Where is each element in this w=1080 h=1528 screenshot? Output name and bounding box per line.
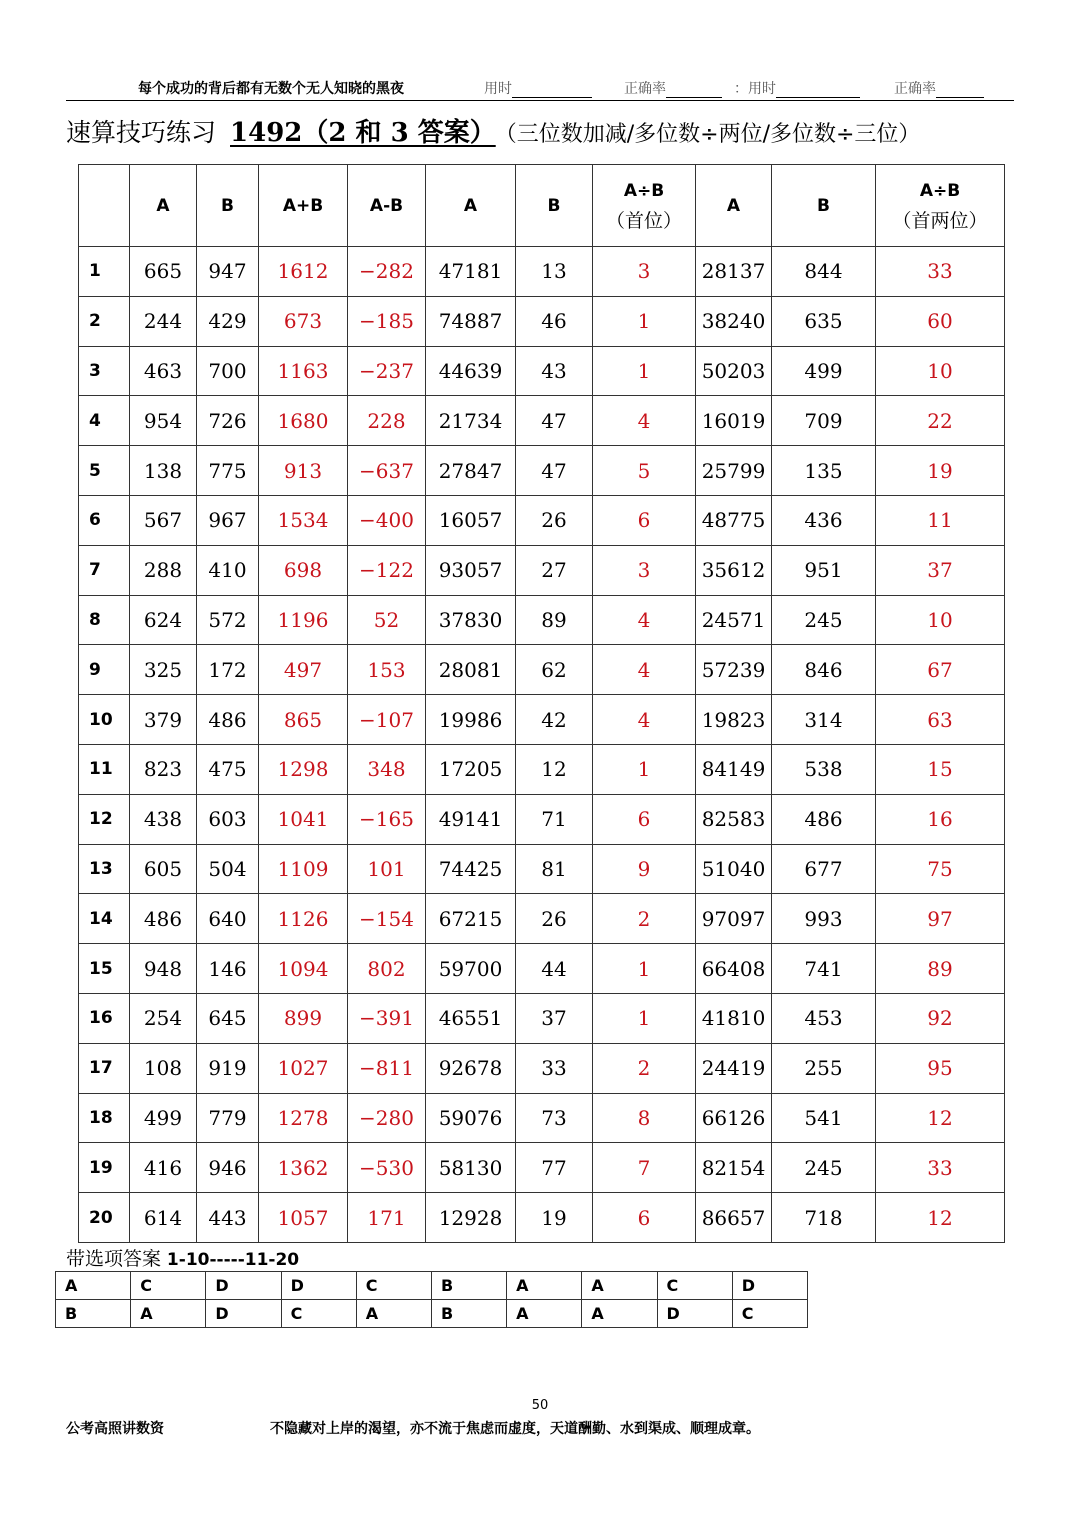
value-cell: 463 <box>130 346 197 396</box>
answer-cell: 2 <box>593 1043 696 1093</box>
value-cell: 779 <box>197 1093 259 1143</box>
answer-cell: 1 <box>593 993 696 1043</box>
value-cell: 665 <box>130 247 197 297</box>
value-cell: 436 <box>772 495 876 545</box>
options-row <box>56 1300 808 1328</box>
option-cell: D <box>206 1300 281 1328</box>
accuracy-label-1: 正确率 <box>624 78 722 98</box>
value-cell: 416 <box>130 1143 197 1193</box>
answer-cell: 67 <box>876 645 1005 695</box>
answer-cell: 6 <box>593 794 696 844</box>
option-cell: C <box>732 1300 807 1328</box>
value-cell: 486 <box>772 794 876 844</box>
value-cell: 244 <box>130 296 197 346</box>
answer-cell: 5 <box>593 446 696 496</box>
row-index: 8 <box>79 595 130 645</box>
page-title <box>66 112 1056 152</box>
answer-cell: −530 <box>348 1143 426 1193</box>
value-cell: 135 <box>772 446 876 496</box>
value-cell: 138 <box>130 446 197 496</box>
option-cell: D <box>657 1300 732 1328</box>
footer-left: 公考高照讲数资 <box>66 1421 164 1437</box>
value-cell: 42 <box>516 695 593 745</box>
value-cell: 13 <box>516 247 593 297</box>
answer-cell: 12 <box>876 1193 1005 1243</box>
answer-cell: 15 <box>876 744 1005 794</box>
answer-cell: −391 <box>348 993 426 1043</box>
value-cell: 677 <box>772 844 876 894</box>
answer-cell: −154 <box>348 894 426 944</box>
value-cell: 645 <box>197 993 259 1043</box>
answer-cell: 10 <box>876 346 1005 396</box>
page-number: 50 <box>531 1398 549 1413</box>
row-index: 6 <box>79 495 130 545</box>
option-cell: A <box>582 1272 657 1300</box>
answer-cell: 10 <box>876 595 1005 645</box>
value-cell: 46 <box>516 296 593 346</box>
value-cell: 16057 <box>426 495 516 545</box>
row-index: 20 <box>79 1193 130 1243</box>
option-cell: A <box>56 1272 131 1300</box>
value-cell: 67215 <box>426 894 516 944</box>
value-cell: 709 <box>772 396 876 446</box>
value-cell: 255 <box>772 1043 876 1093</box>
answer-cell: 4 <box>593 396 696 446</box>
value-cell: 946 <box>197 1143 259 1193</box>
value-cell: 775 <box>197 446 259 496</box>
header-b2: B <box>516 165 593 247</box>
value-cell: 438 <box>130 794 197 844</box>
answer-cell: 3 <box>593 545 696 595</box>
answer-cell: 1534 <box>259 495 348 545</box>
value-cell: 74425 <box>426 844 516 894</box>
answer-cell: −811 <box>348 1043 426 1093</box>
value-cell: 89 <box>516 595 593 645</box>
answer-cell: 497 <box>259 645 348 695</box>
row-index: 13 <box>79 844 130 894</box>
value-cell: 66408 <box>696 944 772 994</box>
value-cell: 453 <box>772 993 876 1043</box>
page-header <box>66 76 1014 101</box>
option-cell: D <box>206 1272 281 1300</box>
value-cell: 16019 <box>696 396 772 446</box>
value-cell: 325 <box>130 645 197 695</box>
value-cell: 538 <box>772 744 876 794</box>
answer-cell: −165 <box>348 794 426 844</box>
answer-cell: 1041 <box>259 794 348 844</box>
value-cell: 410 <box>197 545 259 595</box>
option-cell: C <box>281 1300 356 1328</box>
value-cell: 314 <box>772 695 876 745</box>
value-cell: 947 <box>197 247 259 297</box>
header-b3: B <box>772 165 876 247</box>
table-row <box>79 396 1005 446</box>
answer-cell: 1 <box>593 744 696 794</box>
row-index: 14 <box>79 894 130 944</box>
answer-cell: −282 <box>348 247 426 297</box>
value-cell: 172 <box>197 645 259 695</box>
value-cell: 700 <box>197 346 259 396</box>
title-main: 速算技巧练习 <box>66 118 217 147</box>
value-cell: 486 <box>130 894 197 944</box>
option-cell: C <box>131 1272 206 1300</box>
value-cell: 82583 <box>696 794 772 844</box>
table-row <box>79 446 1005 496</box>
option-cell: C <box>356 1272 431 1300</box>
value-cell: 74887 <box>426 296 516 346</box>
table-row <box>79 1043 1005 1093</box>
answer-cell: 75 <box>876 844 1005 894</box>
row-index: 1 <box>79 247 130 297</box>
answer-cell: 1094 <box>259 944 348 994</box>
row-index: 7 <box>79 545 130 595</box>
table-row <box>79 944 1005 994</box>
value-cell: 379 <box>130 695 197 745</box>
table-row <box>79 695 1005 745</box>
row-index: 2 <box>79 296 130 346</box>
answer-cell: −122 <box>348 545 426 595</box>
answer-cell: 11 <box>876 495 1005 545</box>
value-cell: 28137 <box>696 247 772 297</box>
answer-cell: 1680 <box>259 396 348 446</box>
value-cell: 33 <box>516 1043 593 1093</box>
value-cell: 108 <box>130 1043 197 1093</box>
value-cell: 62 <box>516 645 593 695</box>
answer-cell: −107 <box>348 695 426 745</box>
answer-cell: 802 <box>348 944 426 994</box>
answer-cell: 1196 <box>259 595 348 645</box>
header-a3: A <box>696 165 772 247</box>
value-cell: 967 <box>197 495 259 545</box>
row-index: 5 <box>79 446 130 496</box>
answer-cell: 1126 <box>259 894 348 944</box>
value-cell: 93057 <box>426 545 516 595</box>
value-cell: 948 <box>130 944 197 994</box>
answer-cell: 1057 <box>259 1193 348 1243</box>
answer-cell: 7 <box>593 1143 696 1193</box>
value-cell: 25799 <box>696 446 772 496</box>
value-cell: 635 <box>772 296 876 346</box>
value-cell: 499 <box>772 346 876 396</box>
table-row <box>79 595 1005 645</box>
answer-cell: 92 <box>876 993 1005 1043</box>
table-row <box>79 894 1005 944</box>
accuracy-label-2: 正确率 <box>894 78 984 98</box>
value-cell: 19 <box>516 1193 593 1243</box>
answer-cell: 865 <box>259 695 348 745</box>
value-cell: 605 <box>130 844 197 894</box>
option-cell: A <box>582 1300 657 1328</box>
row-index: 11 <box>79 744 130 794</box>
answer-cell: 89 <box>876 944 1005 994</box>
value-cell: 46551 <box>426 993 516 1043</box>
value-cell: 12 <box>516 744 593 794</box>
value-cell: 486 <box>197 695 259 745</box>
option-cell: D <box>281 1272 356 1300</box>
row-index: 4 <box>79 396 130 446</box>
options-row <box>56 1272 808 1300</box>
value-cell: 499 <box>130 1093 197 1143</box>
answer-cell: 899 <box>259 993 348 1043</box>
answer-cell: 913 <box>259 446 348 496</box>
answer-cell: 228 <box>348 396 426 446</box>
value-cell: 49141 <box>426 794 516 844</box>
answer-cell: 37 <box>876 545 1005 595</box>
answer-cell: 1 <box>593 296 696 346</box>
value-cell: 37830 <box>426 595 516 645</box>
options-body <box>56 1272 808 1328</box>
answer-cell: 4 <box>593 595 696 645</box>
value-cell: 47 <box>516 446 593 496</box>
value-cell: 718 <box>772 1193 876 1243</box>
value-cell: 51040 <box>696 844 772 894</box>
value-cell: 614 <box>130 1193 197 1243</box>
value-cell: 254 <box>130 993 197 1043</box>
answer-cell: 1298 <box>259 744 348 794</box>
value-cell: 846 <box>772 645 876 695</box>
time-label-2: ：用时 <box>734 78 860 98</box>
answer-cell: 1027 <box>259 1043 348 1093</box>
table-row <box>79 1193 1005 1243</box>
option-cell: A <box>131 1300 206 1328</box>
value-cell: 81 <box>516 844 593 894</box>
header-b1: B <box>197 165 259 247</box>
value-cell: 44 <box>516 944 593 994</box>
answer-cell: 4 <box>593 645 696 695</box>
answer-cell: 60 <box>876 296 1005 346</box>
answer-cell: 101 <box>348 844 426 894</box>
table-row <box>79 993 1005 1043</box>
answer-cell: 153 <box>348 645 426 695</box>
answer-cell: 63 <box>876 695 1005 745</box>
header-sum: A+B <box>259 165 348 247</box>
table-row <box>79 844 1005 894</box>
table-row <box>79 495 1005 545</box>
value-cell: 37 <box>516 993 593 1043</box>
option-cell: B <box>431 1272 506 1300</box>
value-cell: 84149 <box>696 744 772 794</box>
table-row <box>79 296 1005 346</box>
value-cell: 71 <box>516 794 593 844</box>
answer-cell: 97 <box>876 894 1005 944</box>
value-cell: 26 <box>516 495 593 545</box>
table-row <box>79 545 1005 595</box>
table-row <box>79 1143 1005 1193</box>
value-cell: 288 <box>130 545 197 595</box>
value-cell: 541 <box>772 1093 876 1143</box>
answer-cell: 1612 <box>259 247 348 297</box>
value-cell: 41810 <box>696 993 772 1043</box>
value-cell: 24419 <box>696 1043 772 1093</box>
value-cell: 844 <box>772 247 876 297</box>
row-index: 3 <box>79 346 130 396</box>
value-cell: 97097 <box>696 894 772 944</box>
header-diff: A-B <box>348 165 426 247</box>
value-cell: 429 <box>197 296 259 346</box>
value-cell: 954 <box>130 396 197 446</box>
header-div1: A÷B （首位） <box>593 165 696 247</box>
value-cell: 640 <box>197 894 259 944</box>
value-cell: 624 <box>130 595 197 645</box>
options-table <box>55 1271 808 1328</box>
value-cell: 504 <box>197 844 259 894</box>
option-cell: D <box>732 1272 807 1300</box>
answer-cell: 2 <box>593 894 696 944</box>
value-cell: 44639 <box>426 346 516 396</box>
row-index: 16 <box>79 993 130 1043</box>
table-row <box>79 1093 1005 1143</box>
value-cell: 35612 <box>696 545 772 595</box>
table-row <box>79 744 1005 794</box>
table-row <box>79 794 1005 844</box>
value-cell: 19823 <box>696 695 772 745</box>
answer-cell: 1109 <box>259 844 348 894</box>
answer-cell: 8 <box>593 1093 696 1143</box>
option-cell: A <box>507 1272 582 1300</box>
answer-cell: 171 <box>348 1193 426 1243</box>
answer-cell: 6 <box>593 1193 696 1243</box>
table-header-row <box>79 165 1005 247</box>
option-cell: B <box>56 1300 131 1328</box>
value-cell: 38240 <box>696 296 772 346</box>
table-row <box>79 645 1005 695</box>
answer-table <box>78 164 1005 1243</box>
value-cell: 245 <box>772 1143 876 1193</box>
options-title: 带选项答案 1-10-----11-20 <box>66 1248 300 1270</box>
answer-cell: 4 <box>593 695 696 745</box>
value-cell: 245 <box>772 595 876 645</box>
value-cell: 47 <box>516 396 593 446</box>
value-cell: 92678 <box>426 1043 516 1093</box>
value-cell: 28081 <box>426 645 516 695</box>
header-motto: 每个成功的背后都有无数个无人知晓的黑夜 <box>138 81 404 97</box>
header-index <box>79 165 130 247</box>
value-cell: 26 <box>516 894 593 944</box>
answer-cell: 95 <box>876 1043 1005 1093</box>
answer-cell: 33 <box>876 1143 1005 1193</box>
value-cell: 146 <box>197 944 259 994</box>
value-cell: 572 <box>197 595 259 645</box>
value-cell: 475 <box>197 744 259 794</box>
title-subtitle: （三位数加减/多位数÷两位/多位数÷三位） <box>505 122 921 147</box>
answer-cell: 348 <box>348 744 426 794</box>
value-cell: 823 <box>130 744 197 794</box>
answer-cell: −400 <box>348 495 426 545</box>
value-cell: 86657 <box>696 1193 772 1243</box>
row-index: 15 <box>79 944 130 994</box>
value-cell: 951 <box>772 545 876 595</box>
answer-cell: 698 <box>259 545 348 595</box>
answer-cell: −237 <box>348 346 426 396</box>
value-cell: 59700 <box>426 944 516 994</box>
value-cell: 993 <box>772 894 876 944</box>
answer-cell: 6 <box>593 495 696 545</box>
answer-cell: 673 <box>259 296 348 346</box>
row-index: 19 <box>79 1143 130 1193</box>
answer-cell: −280 <box>348 1093 426 1143</box>
answer-cell: 1278 <box>259 1093 348 1143</box>
value-cell: 48775 <box>696 495 772 545</box>
header-a1: A <box>130 165 197 247</box>
table-body <box>79 247 1005 1243</box>
value-cell: 603 <box>197 794 259 844</box>
title-number: 1492（2 和 3 答案） <box>230 118 496 148</box>
value-cell: 741 <box>772 944 876 994</box>
value-cell: 47181 <box>426 247 516 297</box>
answer-cell: 1362 <box>259 1143 348 1193</box>
row-index: 18 <box>79 1093 130 1143</box>
row-index: 17 <box>79 1043 130 1093</box>
value-cell: 21734 <box>426 396 516 446</box>
value-cell: 24571 <box>696 595 772 645</box>
value-cell: 17205 <box>426 744 516 794</box>
value-cell: 27847 <box>426 446 516 496</box>
answer-cell: −185 <box>348 296 426 346</box>
answer-cell: 12 <box>876 1093 1005 1143</box>
option-cell: B <box>431 1300 506 1328</box>
answer-cell: 19 <box>876 446 1005 496</box>
answer-cell: 3 <box>593 247 696 297</box>
answer-cell: 9 <box>593 844 696 894</box>
value-cell: 12928 <box>426 1193 516 1243</box>
value-cell: 57239 <box>696 645 772 695</box>
row-index: 10 <box>79 695 130 745</box>
table-row <box>79 247 1005 297</box>
value-cell: 19986 <box>426 695 516 745</box>
value-cell: 43 <box>516 346 593 396</box>
value-cell: 27 <box>516 545 593 595</box>
header-a2: A <box>426 165 516 247</box>
option-cell: A <box>356 1300 431 1328</box>
answer-cell: −637 <box>348 446 426 496</box>
value-cell: 66126 <box>696 1093 772 1143</box>
table-row <box>79 346 1005 396</box>
value-cell: 567 <box>130 495 197 545</box>
answer-cell: 1 <box>593 346 696 396</box>
row-index: 12 <box>79 794 130 844</box>
value-cell: 919 <box>197 1043 259 1093</box>
answer-cell: 22 <box>876 396 1005 446</box>
value-cell: 73 <box>516 1093 593 1143</box>
value-cell: 77 <box>516 1143 593 1193</box>
value-cell: 443 <box>197 1193 259 1243</box>
value-cell: 726 <box>197 396 259 446</box>
answer-cell: 1163 <box>259 346 348 396</box>
value-cell: 50203 <box>696 346 772 396</box>
option-cell: C <box>657 1272 732 1300</box>
answer-cell: 16 <box>876 794 1005 844</box>
footer-right: 不隐藏对上岸的渴望，亦不流于焦虑而虚度，天道酬勤、水到渠成、顺理成章。 <box>270 1421 760 1437</box>
time-label-1: 用时 <box>484 78 592 98</box>
answer-cell: 33 <box>876 247 1005 297</box>
value-cell: 59076 <box>426 1093 516 1143</box>
header-div2: A÷B （首两位） <box>876 165 1005 247</box>
row-index: 9 <box>79 645 130 695</box>
answer-cell: 52 <box>348 595 426 645</box>
value-cell: 58130 <box>426 1143 516 1193</box>
value-cell: 82154 <box>696 1143 772 1193</box>
option-cell: A <box>507 1300 582 1328</box>
answer-cell: 1 <box>593 944 696 994</box>
